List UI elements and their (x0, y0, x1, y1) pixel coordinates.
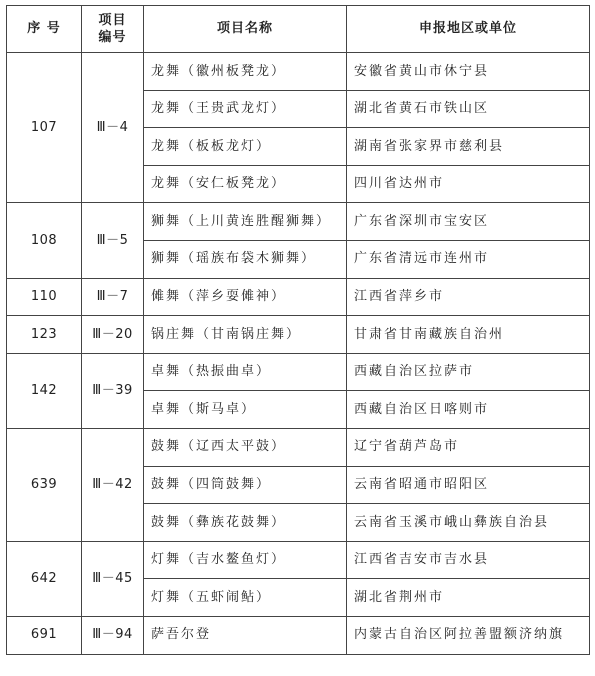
project-code-cell: Ⅲ－7 (82, 278, 144, 316)
seq-cell: 107 (7, 53, 82, 203)
seq-cell: 642 (7, 541, 82, 616)
region-cell: 湖北省黄石市铁山区 (347, 90, 590, 128)
seq-cell: 691 (7, 616, 82, 654)
table-row (7, 541, 590, 579)
header-code-line2: 编号 (98, 30, 127, 45)
region-cell: 湖南省张家界市慈利县 (347, 128, 590, 166)
heritage-project-table (6, 5, 590, 655)
region-cell: 辽宁省葫芦岛市 (347, 428, 590, 466)
table-row (7, 278, 590, 316)
table-row (7, 616, 590, 654)
project-name-cell: 狮舞（上川黄连胜醒狮舞） (144, 203, 347, 241)
region-cell: 广东省深圳市宝安区 (347, 203, 590, 241)
region-cell: 安徽省黄山市休宁县 (347, 53, 590, 91)
region-cell: 广东省清远市连州市 (347, 240, 590, 278)
region-cell: 四川省达州市 (347, 165, 590, 203)
header-code (82, 6, 144, 53)
table-row (7, 353, 590, 391)
header-seq: 序 号 (7, 6, 82, 53)
seq-cell: 639 (7, 428, 82, 541)
project-name-cell: 龙舞（王贵武龙灯） (144, 90, 347, 128)
table-row (7, 203, 590, 241)
region-cell: 西藏自治区日喀则市 (347, 391, 590, 429)
project-name-cell: 龙舞（安仁板凳龙） (144, 165, 347, 203)
seq-cell: 123 (7, 316, 82, 354)
seq-cell: 108 (7, 203, 82, 278)
region-cell: 甘肃省甘南藏族自治州 (347, 316, 590, 354)
project-name-cell: 卓舞（热振曲卓） (144, 353, 347, 391)
table-row (7, 53, 590, 91)
project-code-cell: Ⅲ－4 (82, 53, 144, 203)
table-row (7, 316, 590, 354)
table-container (6, 5, 590, 655)
project-name-cell: 鼓舞（辽西太平鼓） (144, 428, 347, 466)
header-name: 项目名称 (144, 6, 347, 53)
project-code-cell: Ⅲ－39 (82, 353, 144, 428)
header-region: 申报地区或单位 (347, 6, 590, 53)
project-code-cell: Ⅲ－20 (82, 316, 144, 354)
region-cell: 湖北省荆州市 (347, 579, 590, 617)
region-cell: 江西省萍乡市 (347, 278, 590, 316)
region-cell: 云南省玉溪市峨山彝族自治县 (347, 504, 590, 542)
seq-cell: 142 (7, 353, 82, 428)
region-cell: 西藏自治区拉萨市 (347, 353, 590, 391)
header-code-line1: 项目 (98, 13, 127, 28)
project-name-cell: 鼓舞（彝族花鼓舞） (144, 504, 347, 542)
header-row (7, 6, 590, 53)
project-code-cell: Ⅲ－5 (82, 203, 144, 278)
region-cell: 内蒙古自治区阿拉善盟额济纳旗 (347, 616, 590, 654)
project-name-cell: 狮舞（瑶族布袋木狮舞） (144, 240, 347, 278)
seq-cell: 110 (7, 278, 82, 316)
project-name-cell: 萨吾尔登 (144, 616, 347, 654)
region-cell: 云南省昭通市昭阳区 (347, 466, 590, 504)
project-name-cell: 卓舞（斯马卓） (144, 391, 347, 429)
region-cell: 江西省吉安市吉水县 (347, 541, 590, 579)
project-name-cell: 龙舞（板板龙灯） (144, 128, 347, 166)
project-name-cell: 灯舞（五虾闹鲇） (144, 579, 347, 617)
project-name-cell: 傩舞（萍乡耍傩神） (144, 278, 347, 316)
project-code-cell: Ⅲ－94 (82, 616, 144, 654)
project-code-cell: Ⅲ－42 (82, 428, 144, 541)
project-name-cell: 鼓舞（四筒鼓舞） (144, 466, 347, 504)
project-name-cell: 灯舞（吉水鳌鱼灯） (144, 541, 347, 579)
project-code-cell: Ⅲ－45 (82, 541, 144, 616)
table-row (7, 428, 590, 466)
project-name-cell: 锅庄舞（甘南锅庄舞） (144, 316, 347, 354)
table-body (7, 53, 590, 655)
project-name-cell: 龙舞（徽州板凳龙） (144, 53, 347, 91)
